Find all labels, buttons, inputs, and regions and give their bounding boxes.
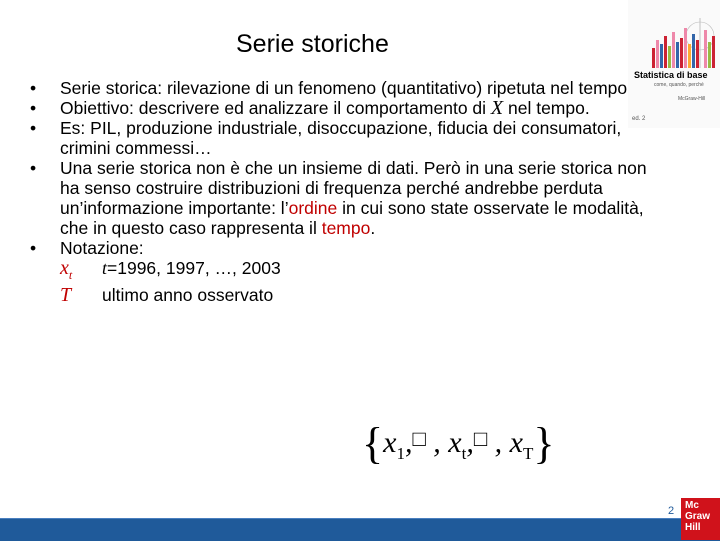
formula-close-brace: }: [533, 419, 555, 468]
bullet-text: Es: PIL, produzione industriale, disoccupazione, fiducia dei consumatori, crimini commessi…: [60, 118, 622, 158]
formula-sub-t: t: [461, 444, 467, 463]
formula-comma: ,: [404, 426, 413, 459]
bullet-item: [28, 78, 668, 98]
formula-ellipsis-box: □: [412, 426, 426, 451]
variable-x: X: [490, 97, 504, 119]
notation-row-xt: [60, 258, 668, 285]
series-formula: [362, 418, 554, 469]
book-cover-subtitle: come, quando, perché: [654, 82, 704, 88]
formula-ellipsis-box: □: [473, 426, 488, 451]
highlight-order: ordine: [288, 198, 338, 218]
notation-symbol-T: T: [60, 284, 72, 306]
bullet-text: Serie storica: rilevazione di un fenomeno (quantitativo) ripetuta nel tempo: [60, 78, 628, 98]
formula-x1: x: [383, 426, 397, 459]
bullet-list: [28, 78, 668, 305]
slide-title: Serie storiche: [236, 30, 389, 58]
logo-text: Graw: [685, 511, 711, 522]
mcgraw-hill-logo: [681, 498, 720, 540]
formula-comma: ,: [425, 426, 449, 459]
bullet-text: in cui sono state osservate le modalità, che in questo caso rappresenta il: [60, 198, 644, 238]
highlight-time: tempo: [321, 218, 371, 238]
notation-years: =1996, 1997, …, 2003: [107, 258, 281, 278]
footer-bar: [0, 518, 720, 541]
notation-symbol-xt: [60, 258, 102, 285]
logo-text: Hill: [685, 522, 701, 533]
formula-sub-T: T: [522, 444, 534, 463]
book-cover-image: [628, 0, 720, 128]
book-cover-title: Statistica di base: [634, 70, 708, 80]
notation-subscript: t: [68, 268, 73, 282]
formula-xT: x: [509, 426, 523, 459]
book-cover-edition: ed. 2: [632, 116, 646, 122]
book-cover-bars: [650, 18, 718, 68]
notation-row-T: [60, 285, 668, 305]
bullet-item: [28, 118, 668, 158]
notation-symbol: x: [60, 257, 69, 279]
formula-comma: ,: [487, 426, 510, 459]
book-cover-publisher: McGraw-Hill: [678, 96, 706, 102]
bullet-text: Una serie storica non è che un insieme di dati. Però in una serie storica non ha senso costruire distribuzioni di frequenza perché andrebbe perduta un’informazione importante: l’: [60, 158, 647, 218]
bullet-text: nel tempo.: [503, 98, 590, 118]
logo-text: Mc: [685, 500, 699, 511]
formula-xt: x: [448, 426, 462, 459]
bullet-item: [28, 238, 668, 305]
bullet-item: [28, 158, 668, 238]
notation-t: t: [102, 258, 108, 278]
notation-text: [102, 258, 281, 278]
bullet-item: [28, 98, 668, 118]
bullet-text: .: [370, 218, 376, 238]
notation-text: ultimo anno osservato: [102, 285, 274, 305]
formula-open-brace: {: [362, 419, 384, 468]
page-number: 2: [668, 505, 675, 517]
bullet-text: Notazione:: [60, 238, 144, 258]
bullet-text: Obiettivo: descrivere ed analizzare il comportamento di: [60, 98, 491, 118]
formula-sub-1: 1: [396, 444, 405, 463]
formula-comma: ,: [466, 426, 474, 459]
